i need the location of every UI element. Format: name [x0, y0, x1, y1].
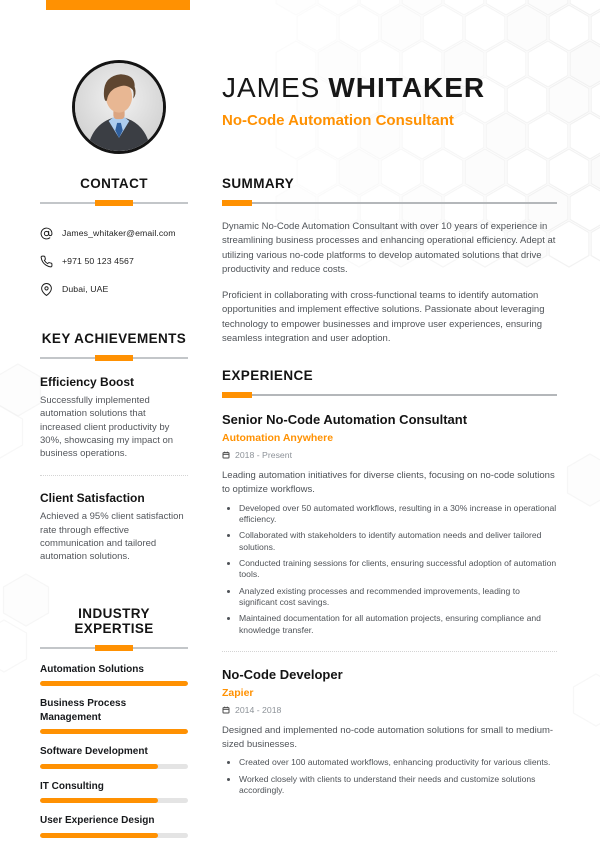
sidebar	[40, 176, 188, 849]
industry-expertise-section	[40, 606, 188, 838]
achievements-heading: KEY ACHIEVEMENTS	[41, 331, 187, 346]
dotted-divider	[40, 475, 188, 476]
section-divider	[40, 645, 188, 651]
skill-bar-fill	[40, 798, 158, 803]
job-bullet-list	[222, 503, 557, 636]
skill-bar	[40, 764, 188, 769]
calendar-icon	[222, 451, 230, 459]
contact-section	[40, 176, 188, 303]
email-icon	[40, 227, 53, 240]
last-name: WHITAKER	[328, 72, 486, 103]
achievement-item	[40, 375, 188, 460]
email-value: James_whitaker@email.com	[62, 228, 176, 238]
skill-bar-fill	[40, 833, 158, 838]
accent-top-bar	[46, 0, 190, 10]
skill-item	[40, 697, 188, 734]
achievement-text: Achieved a 95% client satisfaction rate through effective communication and tailored automation solutions.	[40, 511, 184, 563]
skill-bar	[40, 833, 188, 838]
phone-value: +971 50 123 4567	[62, 256, 134, 266]
job-dates: 2014 - 2018	[235, 704, 282, 715]
achievement-title: Client Satisfaction	[40, 491, 145, 506]
job-title: No-Code Developer	[222, 666, 343, 682]
skill-item	[40, 663, 188, 687]
job-bullet: • Worked closely with clients to understand their needs and customize solutions accordingly.	[239, 774, 557, 797]
experience-section	[222, 368, 557, 796]
skill-name: User Experience Design	[40, 815, 155, 827]
section-divider	[222, 200, 557, 206]
job-entry	[222, 412, 557, 636]
calendar-icon	[222, 706, 230, 714]
person-name	[222, 72, 582, 104]
achievement-text: Successfully implemented automation solutions that increased client productivity by 30%, showcasing my impact on business operations.	[40, 395, 174, 460]
expertise-heading: INDUSTRY EXPERTISE	[74, 605, 154, 636]
company-name: Automation Anywhere	[222, 432, 334, 444]
skill-item	[40, 814, 188, 838]
section-divider	[40, 355, 188, 361]
first-name: JAMES	[222, 72, 321, 103]
skill-bar	[40, 798, 188, 803]
contact-phone-row	[40, 247, 188, 275]
skill-name: Business Process Management	[40, 698, 127, 723]
contact-list	[40, 219, 188, 303]
achievement-title: Efficiency Boost	[40, 375, 135, 389]
summary-heading: SUMMARY	[222, 176, 295, 191]
skill-item	[40, 745, 188, 769]
job-dates: 2018 - Present	[235, 450, 292, 460]
professional-title: No-Code Automation Consultant	[222, 112, 454, 129]
summary-paragraph: Proficient in collaborating with cross-functional teams to identify automation opportunities and implement effective solutions. Passionate about leveraging technology to empower businesses and improve user experiences, ensuring seamless integration and user adoption.	[222, 290, 545, 344]
skill-bar	[40, 729, 188, 734]
job-bullet: • Conducted training sessions for clients, ensuring successful adoption of automation tools.	[239, 558, 557, 581]
achievement-item	[40, 491, 188, 563]
job-bullet: • Collaborated with stakeholders to identify automation needs and deliver tailored solutions.	[239, 530, 557, 553]
contact-heading: CONTACT	[80, 176, 148, 191]
skill-bar	[40, 681, 188, 686]
date-row	[222, 705, 557, 715]
dotted-divider	[222, 651, 557, 652]
date-row	[222, 450, 557, 460]
skill-item	[40, 780, 188, 804]
phone-icon	[40, 255, 53, 268]
job-bullet: • Analyzed existing processes and recommended improvements, leading to significant cost savings.	[239, 586, 557, 609]
summary-section	[222, 176, 557, 346]
experience-heading: EXPERIENCE	[222, 368, 314, 383]
job-title: Senior No-Code Automation Consultant	[222, 412, 468, 427]
skill-name: Automation Solutions	[40, 663, 144, 675]
location-value: Dubai, UAE	[62, 284, 109, 294]
skill-bar-fill	[40, 764, 158, 769]
location-icon	[40, 283, 53, 296]
contact-location-row	[40, 275, 188, 303]
header	[222, 72, 582, 129]
job-bullet: • Developed over 50 automated workflows, resulting in a 30% increase in operational efficiency.	[239, 503, 557, 526]
skill-bar-fill	[40, 681, 188, 686]
job-description: Designed and implemented no-code automation solutions for small to medium-sized businesses.	[222, 724, 554, 751]
summary-paragraph: Dynamic No-Code Automation Consultant with over 10 years of experience in streamlining business processes and enhancing operational efficiency. Adept at utilizing various no-code platforms to develop automated solutions that drive productivity and reduce costs.	[222, 221, 556, 275]
profile-photo	[72, 60, 166, 154]
main-column	[222, 176, 557, 801]
key-achievements-section	[40, 331, 188, 564]
summary-text	[222, 220, 557, 346]
job-bullet: • Maintained documentation for all automation projects, ensuring compliance and knowledge transfer.	[239, 613, 557, 636]
portrait-illustration	[75, 63, 163, 151]
company-name: Zapier	[222, 686, 254, 699]
skill-name: Software Development	[40, 746, 148, 758]
section-divider	[222, 392, 557, 398]
skill-name: IT Consulting	[40, 780, 104, 792]
job-entry	[222, 667, 557, 797]
job-bullet: • Created over 100 automated workflows, enhancing productivity for various clients.	[239, 757, 557, 768]
skill-bar-fill	[40, 729, 188, 734]
job-bullet-list	[222, 757, 557, 796]
section-divider	[40, 200, 188, 206]
skill-list	[40, 663, 188, 838]
contact-email-row	[40, 219, 188, 247]
job-description: Leading automation initiatives for diverse clients, focusing on no-code solutions to optimize workflows.	[222, 470, 555, 496]
